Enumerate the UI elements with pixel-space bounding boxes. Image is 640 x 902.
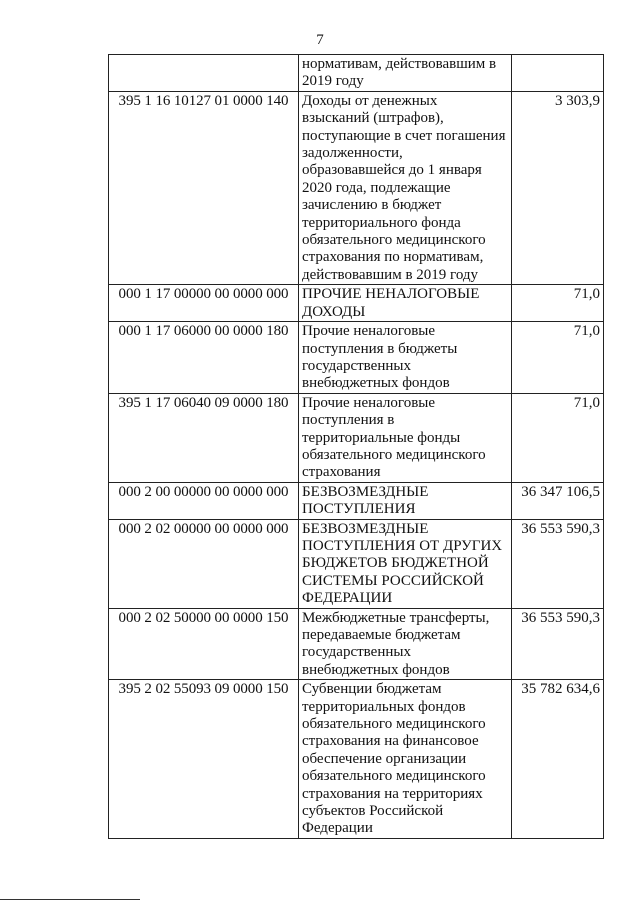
table-row <box>109 680 604 839</box>
amount-cell: 36 553 590,3 <box>512 608 604 680</box>
budget-code-cell: 000 2 02 00000 00 0000 000 <box>109 519 299 608</box>
budget-code-cell: 395 1 17 06040 09 0000 180 <box>109 393 299 482</box>
table-row <box>109 608 604 680</box>
page-number: 7 <box>316 32 324 48</box>
amount-cell: 36 347 106,5 <box>512 482 604 519</box>
table-row <box>109 322 604 394</box>
amount-cell: 71,0 <box>512 322 604 394</box>
amount-cell: 3 303,9 <box>512 91 604 284</box>
amount-cell <box>512 55 604 92</box>
table-row <box>109 482 604 519</box>
revenue-name-cell: БЕЗВОЗМЕЗДНЫЕ ПОСТУПЛЕНИЯ ОТ ДРУГИХ БЮДЖЕТОВ БЮДЖЕТНОЙ СИСТЕМЫ РОССИЙСКОЙ ФЕДЕРАЦИИ <box>299 519 512 608</box>
amount-cell: 71,0 <box>512 393 604 482</box>
revenue-name-cell: Прочие неналоговые поступления в территориальные фонды обязательного медицинского страхования <box>299 393 512 482</box>
footnote-divider <box>0 899 140 900</box>
table-row <box>109 285 604 322</box>
revenue-name-cell: Прочие неналоговые поступления в бюджеты государственных внебюджетных фондов <box>299 322 512 394</box>
revenue-name-cell: Субвенции бюджетам территориальных фондов обязательного медицинского страхования на финансовое обеспечение организации обязательного медицинского страхования на территориях субъектов Российской Федерации <box>299 680 512 839</box>
budget-code-cell: 000 1 17 06000 00 0000 180 <box>109 322 299 394</box>
table-row <box>109 91 604 284</box>
budget-code-cell: 000 2 02 50000 00 0000 150 <box>109 608 299 680</box>
table-row <box>109 393 604 482</box>
budget-code-cell: 000 2 00 00000 00 0000 000 <box>109 482 299 519</box>
budget-code-cell: 395 1 16 10127 01 0000 140 <box>109 91 299 284</box>
budget-code-cell: 000 1 17 00000 00 0000 000 <box>109 285 299 322</box>
table-row <box>109 519 604 608</box>
amount-cell: 71,0 <box>512 285 604 322</box>
amount-cell: 35 782 634,6 <box>512 680 604 839</box>
revenue-name-cell: Межбюджетные трансферты, передаваемые бюджетам государственных внебюджетных фондов <box>299 608 512 680</box>
revenue-name-cell: ПРОЧИЕ НЕНАЛОГОВЫЕ ДОХОДЫ <box>299 285 512 322</box>
revenue-name-cell: нормативам, действовавшим в 2019 году <box>299 55 512 92</box>
amount-cell: 36 553 590,3 <box>512 519 604 608</box>
revenue-name-cell: БЕЗВОЗМЕЗДНЫЕ ПОСТУПЛЕНИЯ <box>299 482 512 519</box>
table-row <box>109 55 604 92</box>
budget-code-cell <box>109 55 299 92</box>
revenue-name-cell: Доходы от денежных взысканий (штрафов), поступающие в счет погашения задолженности, образовавшейся до 1 января 2020 года, подлежащие зачислению в бюджет территориального фонда обязательного медицинского страхования по нормативам, действовавшим в 2019 году <box>299 91 512 284</box>
budget-code-cell: 395 2 02 55093 09 0000 150 <box>109 680 299 839</box>
budget-revenue-table <box>108 54 604 839</box>
